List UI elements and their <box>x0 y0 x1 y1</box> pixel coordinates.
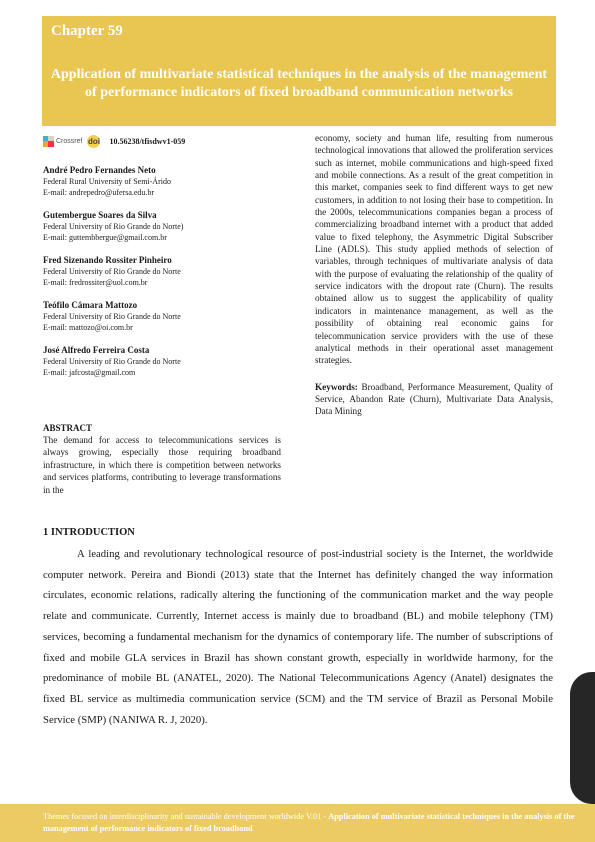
abstract-text-left: The demand for access to telecommunications services is always growing, especially those requiring broadband infrastructure, in which there is competition between networks and services platforms, contributing to leverage transformations in the <box>43 435 281 495</box>
author-email[interactable]: E-mail: fredrossiter@uol.com.br <box>43 278 148 287</box>
author-affiliation: Federal University of Rio Grande do Norte <box>43 357 181 366</box>
author-entry <box>43 299 293 333</box>
abstract-text-right: economy, society and human life, resulting from numerous technological innovations that allowed the proliferation services such as internet, mobile communications and high-speed fixed and mobile connections. As a result of the great competition in this market, companies seek to find different ways to get new customers, in addition to not losing their base to competition. In the 2000s, telecommunications companies began a process of commercializing broadband internet with a product that added value to fixed telephony, the Asymmetric Digital Subscriber Line (ADLS). This study applied methods of selection of variables, through techniques of multivariate analysis of data with the purpose of evaluating the relationship of the quality of service indicators with the dropout rate (Churn). The results obtained allow us to suggest the applicability of quality indicators in maintenance management, as well as the possibility of obtaining real economic gains for telecommunication service providers with the use of these analytical methods in their operational asset management strategies. <box>315 133 553 366</box>
author-name: Teófilo Câmara Mattozo <box>43 300 138 310</box>
author-entry <box>43 164 293 198</box>
crossref-label: Crossref <box>56 137 83 145</box>
author-name: Gutembergue Soares da Silva <box>43 210 157 220</box>
author-email[interactable]: E-mail: andrepedro@ufersa.edu.br <box>43 188 155 197</box>
author-affiliation: Federal University of Rio Grande do Norte) <box>43 222 184 231</box>
chapter-title: Application of multivariate statistical techniques in the analysis of the management of performance indicators of fixed broadband communication networks <box>50 67 548 100</box>
doi-row <box>43 131 185 151</box>
author-affiliation: Federal University of Rio Grande do Norte <box>43 312 181 321</box>
author-email[interactable]: E-mail: mattozo@oi.com.br <box>43 323 133 332</box>
author-entry <box>43 209 293 243</box>
abstract-section <box>43 422 281 496</box>
keywords-text: Broadband, Performance Measurement, Quality of Service, Abandon Rate (Churn), Multivariate Data Analysis, Data Mining <box>315 381 553 417</box>
footer-chapter-title: Application of multivariate statistical techniques in the analysis of the management of performance indicators of fixed broadband <box>43 812 575 833</box>
crossref-logo[interactable] <box>43 136 82 147</box>
chapter-number: Chapter 59 <box>51 23 123 39</box>
author-entry <box>43 344 293 378</box>
footer-series: Themes focused on interdisciplinarity and sustainable development worldwide V.01 - <box>43 812 329 821</box>
keywords-label: Keywords: <box>315 381 358 392</box>
author-name: André Pedro Fernandes Neto <box>43 165 156 175</box>
author-name: Fred Sizenando Rossiter Pinheiro <box>43 255 172 265</box>
doi-value[interactable]: 10.56238/tfisdwv1-059 <box>109 136 186 146</box>
page-side-tab <box>570 672 595 804</box>
abstract-heading: ABSTRACT <box>43 423 93 433</box>
abstract-right-column <box>315 132 553 418</box>
doi-icon[interactable]: doi <box>87 136 100 146</box>
author-email[interactable]: E-mail: guttembbergue@gmail.com.br <box>43 233 167 242</box>
page-footer <box>0 804 595 842</box>
author-list <box>43 164 293 389</box>
introduction-paragraph: A leading and revolutionary technological resource of post-industrial society is the Internet, the worldwide computer network. Pereira and Biondi (2013) state that the Internet has definitely changed the way information circulates, economic relations, radically altering the functioning of the communication market and the way people relate and communicate. Currently, Internet access is mainly due to broadband (BL) and mobile telephony (TM) services, becoming a fundamental mechanism for the dynamics of contemporary life. The number of subscriptions of fixed and mobile GLA services in Brazil has shown constant growth, especially in worldwide harmony, for the predominance of mobile BL (ANATEL, 2020). The National Telecommunications Agency (Anatel) designates the fixed BL service as multimedia communication service (SCM) and the TM service of Brazil as Personal Mobile Service (SMP) (NANIWA R. J, 2020). <box>43 548 553 726</box>
author-entry <box>43 254 293 288</box>
author-affiliation: Federal Rural University of Semi-Árido <box>43 177 171 186</box>
chapter-header-band <box>42 16 556 126</box>
introduction-heading: 1 INTRODUCTION <box>43 527 135 538</box>
author-affiliation: Federal University of Rio Grande do Norte <box>43 267 181 276</box>
keywords <box>315 381 553 418</box>
author-email[interactable]: E-mail: jafcosta@gmail.com <box>43 368 136 377</box>
author-name: José Alfredo Ferreira Costa <box>43 345 150 355</box>
crossref-icon <box>43 136 54 147</box>
introduction-section <box>43 526 553 730</box>
